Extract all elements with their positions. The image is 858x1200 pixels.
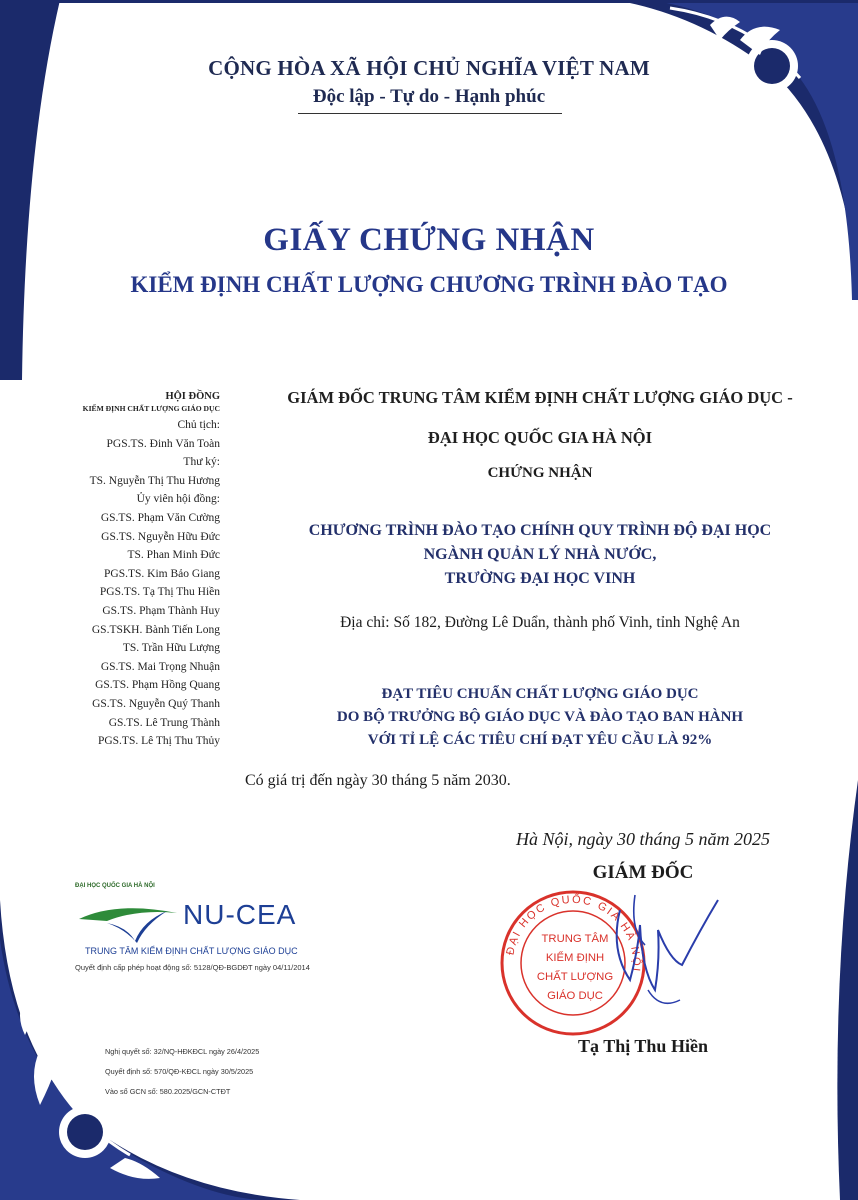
council-members	[40, 416, 220, 751]
council-line: GS.TS. Phạm Thành Huy	[102, 604, 220, 617]
council-line: TS. Trần Hữu Lượng	[122, 642, 220, 655]
council-line: GS.TSKH. Bành Tiến Long	[91, 623, 220, 636]
signer-title: GIÁM ĐỐC	[592, 862, 694, 883]
certificate-title: GIẤY CHỨNG NHẬN	[263, 222, 595, 258]
program-line-1: CHƯƠNG TRÌNH ĐÀO TẠO CHÍNH QUY TRÌNH ĐỘ ĐẠI HỌC	[308, 522, 772, 539]
motto: Độc lập - Tự do - Hạnh phúc	[312, 86, 546, 107]
handwritten-signature	[600, 890, 720, 1020]
logo-top-text: ĐẠI HỌC QUỐC GIA HÀ NỘI	[75, 883, 155, 889]
logo-name: NU-CEA	[183, 899, 297, 930]
stamp-line: CHẤT LƯỢNG	[536, 971, 614, 983]
council-line: Ủy viên hội đồng:	[136, 493, 220, 506]
council-line: PGS.TS. Lê Thị Thu Thủy	[97, 735, 220, 748]
standard-line-1: ĐẠT TIÊU CHUẨN CHẤT LƯỢNG GIÁO DỤC	[381, 686, 699, 702]
council-line: Chủ tịch:	[177, 419, 220, 431]
issue-date: Hà Nội, ngày 30 tháng 5 năm 2025	[516, 829, 770, 849]
stamp-line: KIỂM ĐỊNH	[545, 952, 605, 964]
certificate-subtitle: KIỂM ĐỊNH CHẤT LƯỢNG CHƯƠNG TRÌNH ĐÀO TẠO	[130, 272, 728, 297]
council-subheading: KIỂM ĐỊNH CHẤT LƯỢNG GIÁO DỤC	[82, 404, 220, 413]
certifies-label: CHỨNG NHẬN	[487, 465, 593, 481]
council-line: PGS.TS. Tạ Thị Thu Hiền	[99, 586, 220, 599]
reference-decision: Quyết định số: 570/QĐ-KĐCL ngày 30/5/2025	[105, 1067, 254, 1076]
validity-text: Có giá trị đến ngày 30 tháng 5 năm 2030.	[245, 772, 511, 789]
logo-swoosh-icon	[77, 897, 197, 945]
council-line: Thư ký:	[183, 456, 220, 469]
standard-line-3: VỚI TỈ LỆ CÁC TIÊU CHÍ ĐẠT YÊU CẦU LÀ 92%	[367, 732, 713, 748]
council-line: PGS.TS. Kim Bảo Giang	[104, 567, 220, 580]
standard-line-2: DO BỘ TRƯỞNG BỘ GIÁO DỤC VÀ ĐÀO TẠO BAN HÀNH	[336, 709, 744, 725]
country-heading: CỘNG HÒA XÃ HỘI CHỦ NGHĨA VIỆT NAM	[208, 56, 650, 80]
stamp-line: TRUNG TÂM	[541, 933, 609, 945]
stamp-line: GIÁO DỤC	[547, 990, 603, 1002]
logo-full-name: TRUNG TÂM KIỂM ĐỊNH CHẤT LƯỢNG GIÁO DỤC	[85, 946, 298, 956]
council-line: GS.TS. Nguyễn Quý Thanh	[92, 697, 220, 710]
council-line: TS. Nguyễn Thị Thu Hương	[89, 474, 220, 487]
logo-license: Quyết định cấp phép hoạt động số: 5128/QĐ-BGDĐT ngày 04/11/2014	[75, 963, 310, 972]
program-line-2: NGÀNH QUẢN LÝ NHÀ NƯỚC,	[423, 546, 657, 563]
program-line-3: TRƯỜNG ĐẠI HỌC VINH	[444, 570, 636, 587]
nu-cea-logo	[75, 883, 325, 983]
council-line: GS.TS. Phạm Văn Cường	[100, 511, 220, 524]
signer-name: Tạ Thị Thu Hiền	[578, 1036, 708, 1056]
stamp-ring-text: ĐẠI HỌC QUỐC GIA HÀ NỘI	[504, 893, 643, 974]
issuer-line-2: ĐẠI HỌC QUỐC GIA HÀ NỘI	[427, 428, 653, 447]
address: Địa chỉ: Số 182, Đường Lê Duẩn, thành phố Vinh, tỉnh Nghệ An	[340, 614, 740, 631]
council-heading: HỘI ĐỒNG	[165, 391, 220, 402]
issuer-line-1: GIÁM ĐỐC TRUNG TÂM KIỂM ĐỊNH CHẤT LƯỢNG GIÁO DỤC -	[287, 388, 793, 407]
top-border-line	[0, 0, 858, 10]
reference-registry: Vào sổ GCN số: 580.2025/GCN-CTĐT	[105, 1087, 231, 1096]
council-line: TS. Phan Minh Đức	[127, 549, 220, 562]
reference-resolution: Nghị quyết số: 32/NQ-HĐKĐCL ngày 26/4/2025	[105, 1047, 260, 1056]
council-line: GS.TS. Phạm Hồng Quang	[95, 679, 220, 692]
council-line: GS.TS. Lê Trung Thành	[108, 716, 220, 729]
council-line: PGS.TS. Đinh Văn Toàn	[106, 437, 220, 450]
council-line: GS.TS. Mai Trọng Nhuận	[100, 660, 220, 673]
council-line: GS.TS. Nguyễn Hữu Đức	[101, 530, 220, 543]
motto-underline	[298, 113, 562, 114]
